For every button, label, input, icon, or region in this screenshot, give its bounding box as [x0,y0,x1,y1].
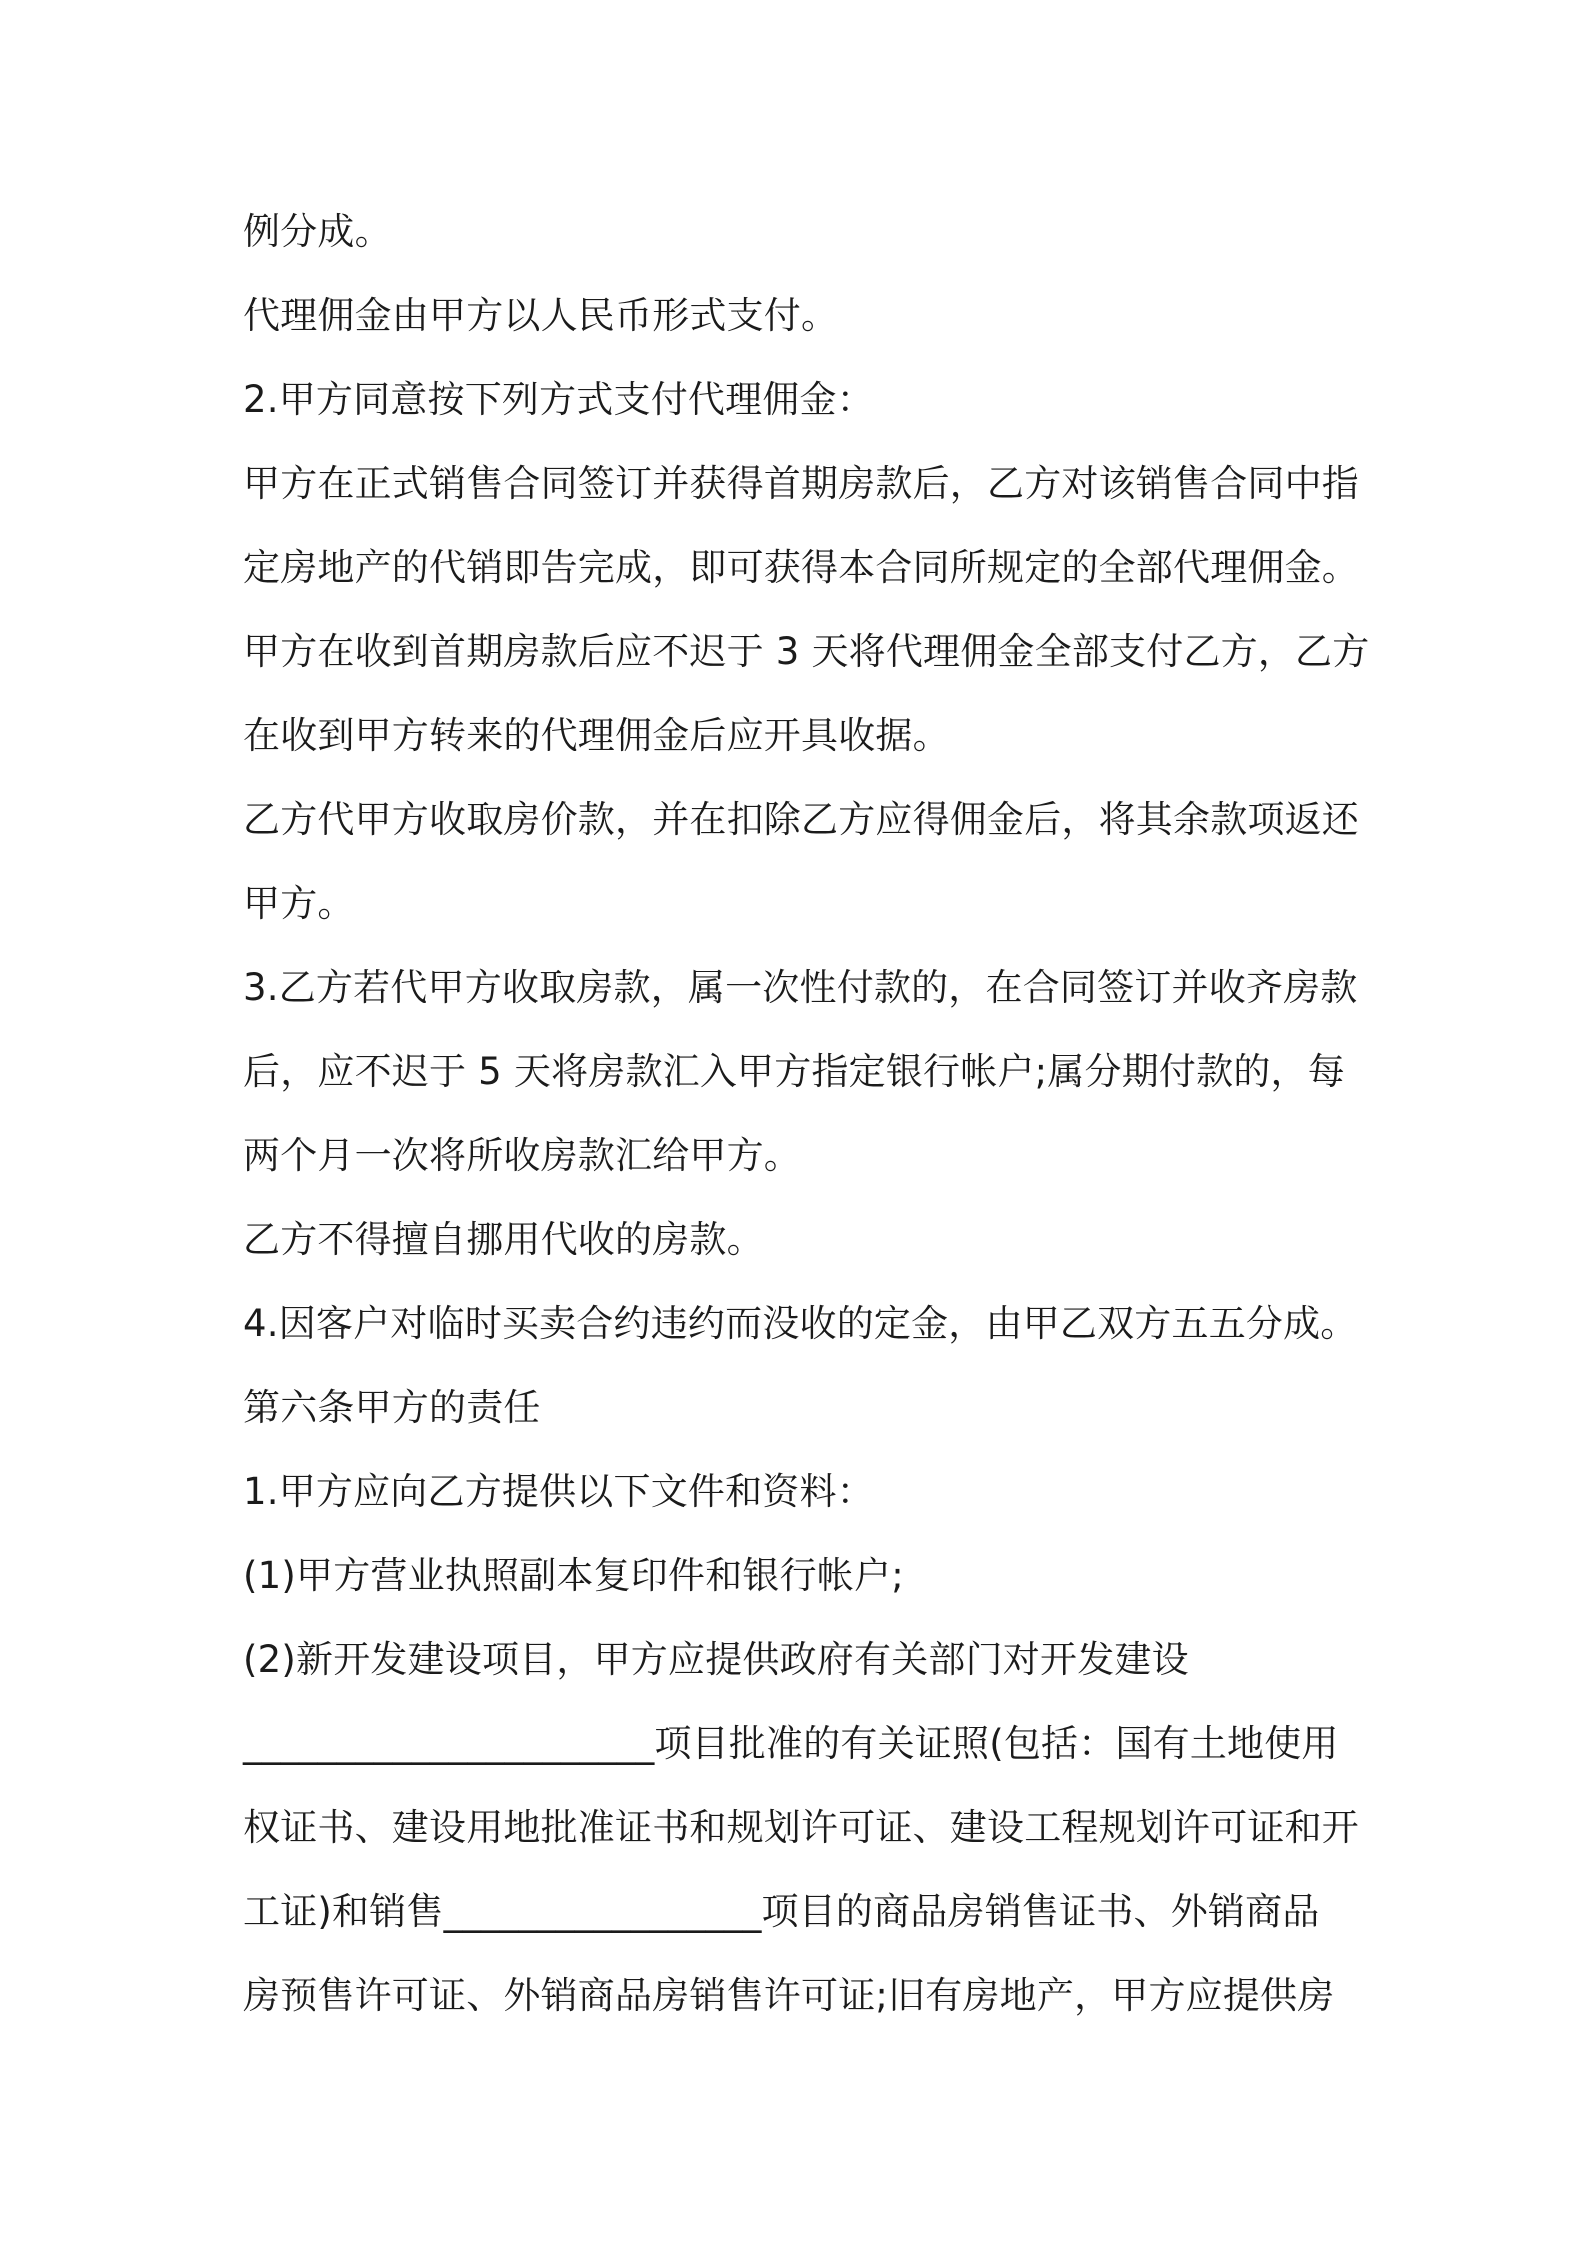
text-line: 代理佣金由甲方以人民币形式支付。 [243,294,839,337]
text-line: 例分成。 [243,210,392,253]
text-line: 乙方不得擅自挪用代收的房款。 [243,1218,764,1261]
text-line: 1.甲方应向乙方提供以下文件和资料： [243,1470,874,1513]
text-line: 乙方代甲方收取房价款，并在扣除乙方应得佣金后，将其余款项返还 [243,798,1359,841]
text-line: 2.甲方同意按下列方式支付代理佣金： [243,378,874,421]
text-line: 甲方在正式销售合同签订并获得首期房款后，乙方对该销售合同中指 [243,462,1359,505]
text-line: 3.乙方若代甲方收取房款，属一次性付款的，在合同签订并收齐房款 [243,966,1358,1009]
text-line: 两个月一次将所收房款汇给甲方。 [243,1134,801,1177]
text-line: 定房地产的代销即告完成，即可获得本合同所规定的全部代理佣金。 [243,546,1359,589]
text-line: 在收到甲方转来的代理佣金后应开具收据。 [243,714,950,757]
text-line: 4.因客户对临时买卖合约违约而没收的定金，由甲乙双方五五分成。 [243,1302,1358,1345]
text-line: 甲方在收到首期房款后应不迟于 3 天将代理佣金全部支付乙方，乙方 [243,630,1370,673]
text-line: 房预售许可证、外销商品房销售许可证;旧有房地产，甲方应提供房 [243,1974,1335,2017]
text-line: 工证)和销售_________________项目的商品房销售证书、外销商品 [243,1890,1320,1933]
text-line: (1)甲方营业执照副本复印件和银行帐户; [243,1554,904,1597]
text-line: 后，应不迟于 5 天将房款汇入甲方指定银行帐户;属分期付款的，每 [243,1050,1345,1093]
document-body [243,190,1370,2038]
text-line: 权证书、建设用地批准证书和规划许可证、建设工程规划许可证和开 [243,1806,1359,1849]
text-line: (2)新开发建设项目，甲方应提供政府有关部门对开发建设 [243,1638,1189,1681]
section-heading: 第六条甲方的责任 [243,1386,541,1429]
text-line: 甲方。 [243,882,355,925]
text-line: ______________________项目批准的有关证照(包括：国有土地使用 [243,1722,1339,1765]
